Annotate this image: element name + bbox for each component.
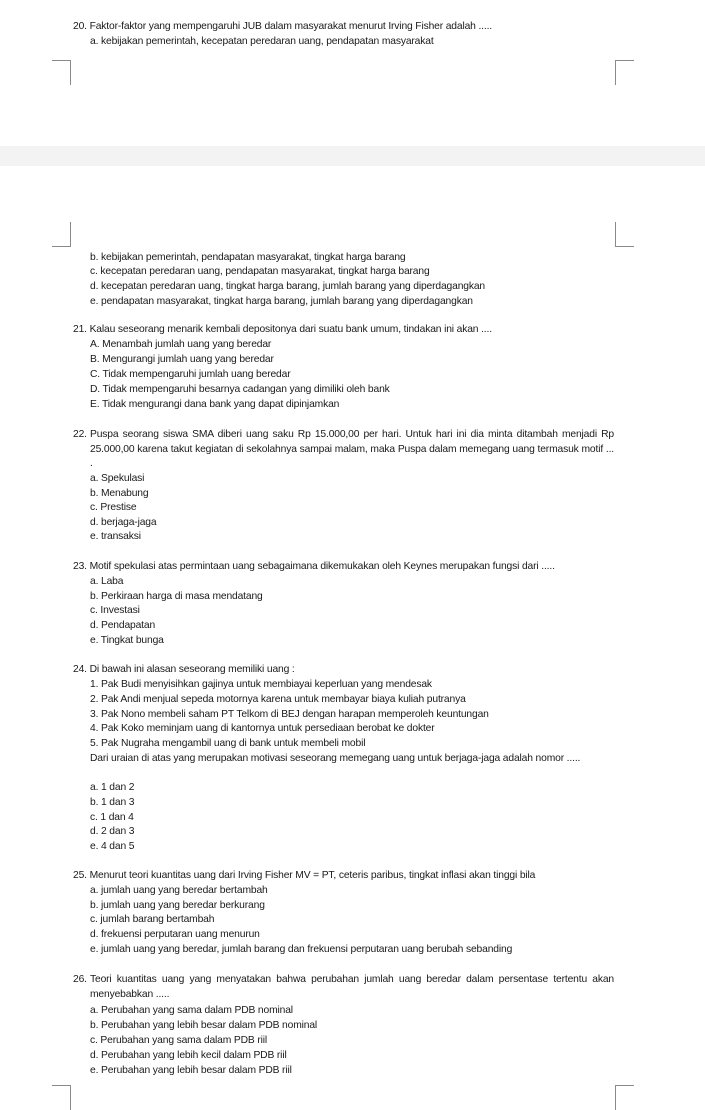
q22-stem: Puspa seorang siswa SMA diberi uang saku Rp 15.000,00 per hari. Untuk hari ini dia minta ditambah menjadi Rp 25.000,00 karena takut kegiatan di sekolahnya sampai malam, maka Puspa dalam memegang uang termasuk motif ... . <box>90 429 614 469</box>
q26-number: 26. <box>73 974 87 985</box>
q22-option-a: a. Spekulasi <box>90 473 145 484</box>
crop-mark-bottom-right <box>615 222 634 247</box>
q22-number: 22. <box>73 429 87 440</box>
q23-option-e: e. Tingkat bunga <box>90 635 164 646</box>
q21-option-b: B. Mengurangi jumlah uang yang beredar <box>90 354 274 365</box>
q24-item-4: 4. Pak Koko meminjam uang di kantornya untuk persediaan berobat ke dokter <box>90 723 435 734</box>
q23-stem: 23. Motif spekulasi atas permintaan uang sebagaimana dikemukakan oleh Keynes merupakan fungsi dari ..... <box>73 561 555 572</box>
q23-option-b: b. Perkiraan harga di masa mendatang <box>90 591 263 602</box>
page-break-gap <box>0 146 705 166</box>
q22-option-c: c. Prestise <box>90 502 137 513</box>
q24-item-3: 3. Pak Nono membeli saham PT Telkom di BEJ dengan harapan memperoleh keuntungan <box>90 709 489 720</box>
q25-option-e: e. jumlah uang yang beredar, jumlah barang dan frekuensi perputaran uang berubah sebanding <box>90 944 513 955</box>
q20-option-b: b. kebijakan pemerintah, pendapatan masyarakat, tingkat harga barang <box>90 252 406 263</box>
crop-mark-top-left <box>52 60 71 85</box>
q26-option-c: c. Perubahan yang sama dalam PDB riil <box>90 1035 268 1046</box>
q25-option-b: b. jumlah uang yang beredar berkurang <box>90 900 265 911</box>
q21-option-e: E. Tidak mengurangi dana bank yang dapat dipinjamkan <box>90 399 340 410</box>
q20-stem: 20. Faktor-faktor yang mempengaruhi JUB dalam masyarakat menurut Irving Fisher adalah ..... <box>73 21 493 32</box>
q20-option-a: a. kebijakan pemerintah, kecepatan peredaran uang, pendapatan masyarakat <box>90 36 434 47</box>
q24-question: Dari uraian di atas yang merupakan motivasi seseorang memegang uang untuk berjaga-jaga adalah nomor ..... <box>90 753 581 764</box>
q20-option-c: c. kecepatan peredaran uang, pendapatan masyarakat, tingkat harga barang <box>90 266 430 277</box>
q22-option-d: d. berjaga-jaga <box>90 517 157 528</box>
crop-mark-top-right <box>615 60 634 85</box>
q20-option-e: e. pendapatan masyarakat, tingkat harga barang, jumlah barang yang diperdagangkan <box>90 296 473 307</box>
q25-option-c: c. jumlah barang bertambah <box>90 914 215 925</box>
q24-option-b: b. 1 dan 3 <box>90 797 135 808</box>
q25-option-d: d. frekuensi perputaran uang menurun <box>90 929 260 940</box>
q25-option-a: a. jumlah uang yang beredar bertambah <box>90 885 268 896</box>
q21-option-c: C. Tidak mempengaruhi jumlah uang beredar <box>90 369 291 380</box>
q24-item-1: 1. Pak Budi menyisihkan gajinya untuk membiayai keperluan yang mendesak <box>90 679 432 690</box>
q23-option-d: d. Pendapatan <box>90 620 156 631</box>
q26-option-b: b. Perubahan yang lebih besar dalam PDB nominal <box>90 1020 318 1031</box>
q24-item-2: 2. Pak Andi menjual sepeda motornya karena untuk membayar biaya kuliah putranya <box>90 694 466 705</box>
q23-option-a: a. Laba <box>90 576 124 587</box>
q25-stem: 25. Menurut teori kuantitas uang dari Irving Fisher MV = PT, ceteris paribus, tingkat inflasi akan tinggi bila <box>73 870 536 881</box>
q24-option-a: a. 1 dan 2 <box>90 782 135 793</box>
q21-option-d: D. Tidak mempengaruhi besarnya cadangan yang dimiliki oleh bank <box>90 384 390 395</box>
q24-item-5: 5. Pak Nugraha mengambil uang di bank untuk membeli mobil <box>90 738 366 749</box>
q21-stem: 21. Kalau seseorang menarik kembali depositonya dari suatu bank umum, tindakan ini akan .... <box>73 324 492 335</box>
q26-option-d: d. Perubahan yang lebih kecil dalam PDB riil <box>90 1050 287 1061</box>
q22-option-b: b. Menabung <box>90 488 149 499</box>
q24-option-c: c. 1 dan 4 <box>90 812 134 823</box>
q26-option-a: a. Perubahan yang sama dalam PDB nominal <box>90 1005 293 1016</box>
q22-option-e: e. transaksi <box>90 531 141 542</box>
crop-mark-bottom-left <box>52 222 71 247</box>
q26-option-e: e. Perubahan yang lebih besar dalam PDB riil <box>90 1065 292 1076</box>
crop-mark-lower-right <box>615 1085 634 1110</box>
q24-stem: 24. Di bawah ini alasan seseorang memiliki uang : <box>73 664 295 675</box>
q20-option-d: d. kecepatan peredaran uang, tingkat harga barang, jumlah barang yang diperdagangkan <box>90 281 486 292</box>
q26-stem: Teori kuantitas uang yang menyatakan bahwa perubahan jumlah uang beredar dalam persentase tertentu akan menyebabkan ..... <box>90 974 614 1000</box>
q21-option-a: A. Menambah jumlah uang yang beredar <box>90 339 272 350</box>
crop-mark-lower-left <box>52 1085 71 1110</box>
q23-option-c: c. Investasi <box>90 605 140 616</box>
q24-option-d: d. 2 dan 3 <box>90 826 135 837</box>
q24-option-e: e. 4 dan 5 <box>90 841 135 852</box>
